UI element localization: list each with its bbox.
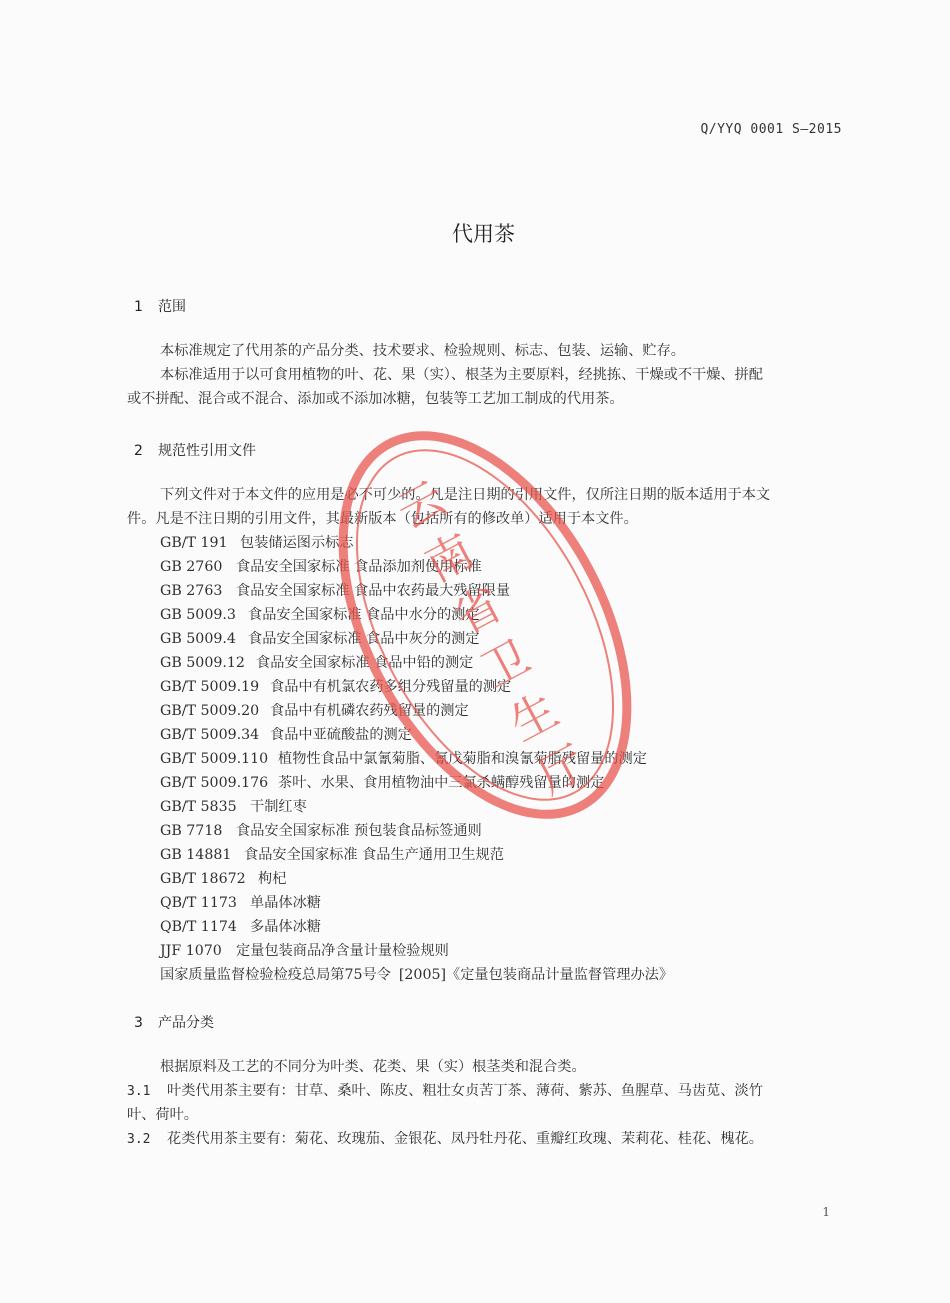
reference-code: GB/T 5009.20 — [160, 703, 260, 719]
reference-code: JJF 1070 — [160, 943, 222, 959]
reference-item — [160, 604, 480, 624]
reference-name: 定量包装商品净含量计量检验规则 — [236, 943, 449, 959]
reference-item — [160, 532, 354, 552]
reference-name: 食品中亚硫酸盐的测定 — [270, 727, 412, 743]
reference-code: GB/T 5835 — [160, 799, 237, 815]
reference-name: 食品安全国家标准 食品中铅的测定 — [256, 655, 474, 671]
reference-name: 单晶体冰糖 — [250, 895, 321, 911]
paragraph: 根据原料及工艺的不同分为叶类、花类、果（实）根茎类和混合类。 — [160, 1059, 586, 1075]
reference-code: GB/T 5009.19 — [160, 679, 260, 695]
reference-item — [160, 868, 286, 888]
svg-text:云: 云 — [388, 470, 455, 540]
reference-code: 国家质量监督检验检疫总局第75号令 — [160, 967, 391, 983]
reference-code: GB 2763 — [160, 583, 223, 599]
reference-item — [160, 724, 412, 744]
section-title: 产品分类 — [158, 1015, 214, 1031]
reference-name: 食品安全国家标准 食品中农药最大残留限量 — [236, 583, 511, 599]
reference-name: 食品中有机氯农药多组分残留量的测定 — [270, 679, 512, 695]
reference-code: GB 5009.12 — [160, 655, 245, 671]
reference-name: 食品安全国家标准 预包装食品标签通则 — [236, 823, 482, 839]
section-title: 范围 — [158, 299, 186, 315]
section-3-heading — [134, 1012, 214, 1032]
reference-name: 食品安全国家标准 食品中灰分的测定 — [248, 631, 480, 647]
svg-text:生: 生 — [500, 682, 567, 752]
subclause-text: 叶类代用茶主要有：甘草、桑叶、陈皮、粗壮女贞苦丁茶、薄荷、紫苏、鱼腥草、马齿苋、淡竹 — [167, 1083, 763, 1099]
subclause-number: 3.2 — [127, 1132, 151, 1147]
section-number: 3 — [134, 1015, 143, 1031]
reference-item — [160, 892, 321, 912]
paragraph: 本标准适用于以可食用植物的叶、花、果（实）、根茎为主要原料，经挑拣、干燥或不干燥、拼配 — [160, 367, 763, 383]
subclause-3-2 — [127, 1128, 763, 1148]
reference-code: QB/T 1173 — [160, 895, 237, 911]
reference-code: QB/T 1174 — [160, 919, 237, 935]
reference-item — [160, 748, 647, 768]
reference-code: GB 14881 — [160, 847, 232, 863]
page-number: 1 — [822, 1205, 830, 1219]
reference-name: 包装储运图示标志 — [240, 535, 354, 551]
svg-text:省: 省 — [444, 576, 511, 646]
reference-name: 食品中有机磷农药残留量的测定 — [270, 703, 469, 719]
reference-name: 食品安全国家标准 食品添加剂使用标准 — [236, 559, 482, 575]
svg-text:南: 南 — [416, 523, 483, 593]
svg-text:厅: 厅 — [529, 735, 595, 805]
official-seal — [325, 385, 645, 865]
reference-item — [160, 556, 482, 576]
reference-item — [160, 628, 480, 648]
reference-item — [160, 700, 469, 720]
subclause-text: 花类代用茶主要有：菊花、玫瑰茄、金银花、凤丹牡丹花、重瓣红玫瑰、茉莉花、桂花、槐花。 — [167, 1131, 763, 1147]
reference-code: GB/T 191 — [160, 535, 228, 551]
paragraph-continuation: 件。凡是不注日期的引用文件，其最新版本（包括所有的修改单）适用于本文件。 — [127, 511, 638, 527]
section-1-heading — [134, 296, 186, 316]
section-title: 规范性引用文件 — [158, 443, 256, 459]
reference-code: GB/T 5009.34 — [160, 727, 260, 743]
reference-item — [160, 916, 321, 936]
reference-item — [160, 844, 504, 864]
paragraph: 下列文件对于本文件的应用是必不可少的。凡是注日期的引用文件，仅所注日期的版本适用于本文 — [160, 487, 771, 503]
reference-code: GB 5009.4 — [160, 631, 236, 647]
reference-item — [160, 772, 604, 792]
reference-name: 多晶体冰糖 — [250, 919, 321, 935]
reference-item — [160, 580, 510, 600]
reference-name: 植物性食品中氯氰菊脂、氰戊菊脂和溴氰菊脂残留量的测定 — [278, 751, 647, 767]
paragraph-continuation: 或不拼配、混合或不混合、添加或不添加冰糖，包装等工艺加工制成的代用茶。 — [127, 391, 624, 407]
section-2-heading — [134, 440, 256, 460]
reference-code: GB/T 5009.176 — [160, 775, 269, 791]
reference-name: 食品安全国家标准 食品生产通用卫生规范 — [244, 847, 504, 863]
reference-item — [160, 676, 511, 696]
reference-name: 食品安全国家标准 食品中水分的测定 — [248, 607, 480, 623]
subclause-3-1 — [127, 1080, 763, 1100]
section-number: 1 — [134, 299, 143, 315]
reference-item — [160, 820, 482, 840]
standard-code: Q/YYQ 0001 S—2015 — [700, 122, 842, 137]
reference-item — [160, 796, 307, 816]
section-number: 2 — [134, 443, 143, 459]
reference-code: GB 7718 — [160, 823, 223, 839]
reference-name: 枸杞 — [258, 871, 287, 887]
document-title: 代用茶 — [452, 222, 515, 246]
reference-name: [2005]《定量包装商品计量监督管理办法》 — [398, 967, 674, 983]
svg-text:卫: 卫 — [472, 629, 539, 699]
reference-code: GB/T 18672 — [160, 871, 246, 887]
reference-name: 干制红枣 — [250, 799, 307, 815]
reference-code: GB 5009.3 — [160, 607, 236, 623]
reference-code: GB 2760 — [160, 559, 223, 575]
paragraph: 本标准规定了代用茶的产品分类、技术要求、检验规则、标志、包装、运输、贮存。 — [160, 343, 685, 359]
reference-item — [160, 652, 473, 672]
paragraph-continuation: 叶、荷叶。 — [127, 1107, 198, 1123]
reference-item — [160, 940, 449, 960]
reference-item — [160, 964, 673, 984]
reference-code: GB/T 5009.110 — [160, 751, 269, 767]
reference-name: 茶叶、水果、食用植物油中三氯杀螨醇残留量的测定 — [278, 775, 605, 791]
subclause-number: 3.1 — [127, 1084, 151, 1099]
